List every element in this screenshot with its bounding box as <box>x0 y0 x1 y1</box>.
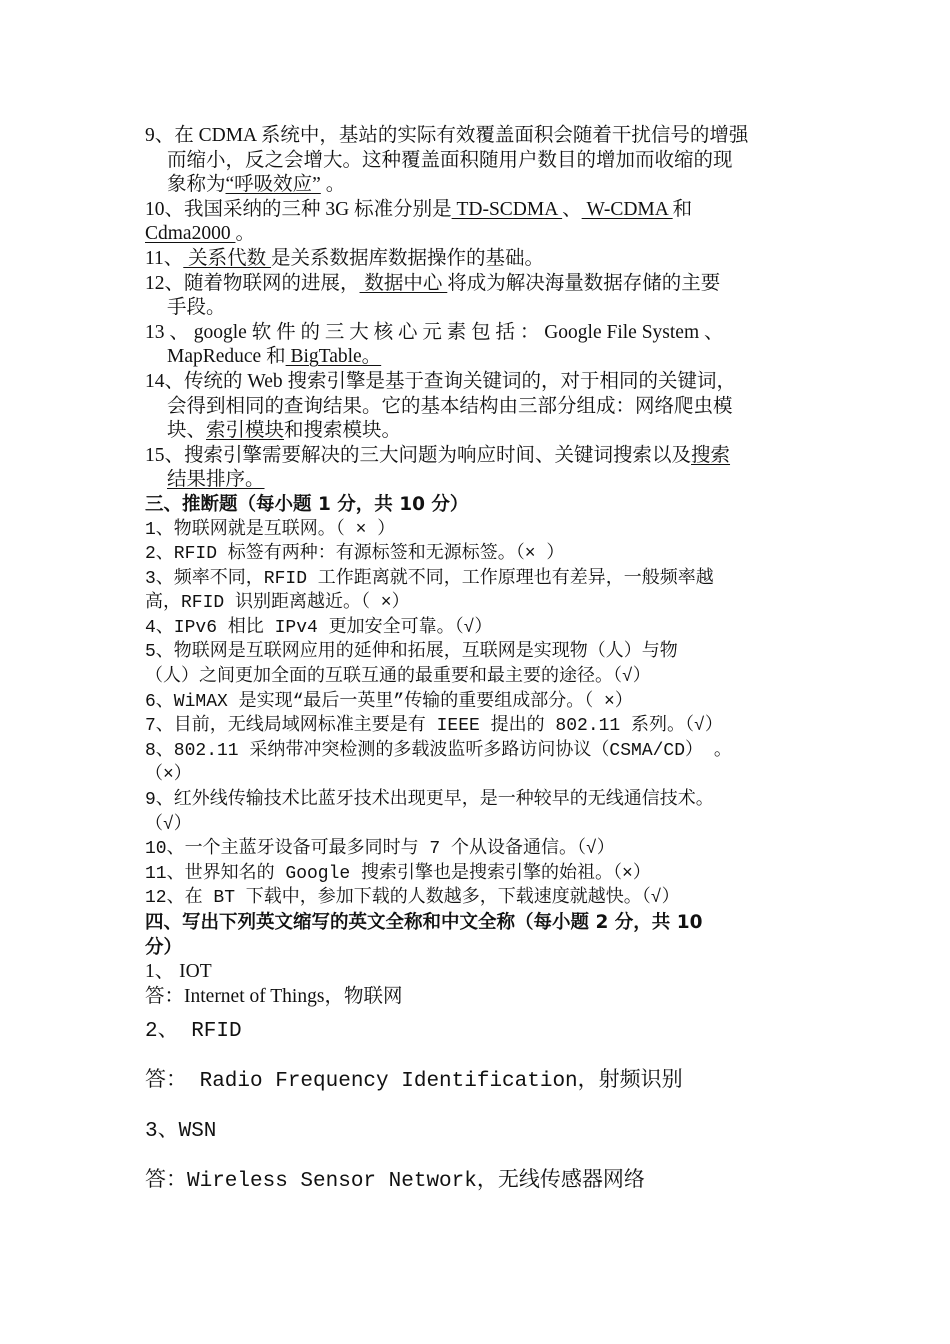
section-heading-abbreviations: 四、写出下列英文缩写的英文全称和中文全称（每小题 2 分，共 10 <box>145 912 703 933</box>
document-body <box>145 124 845 1195</box>
question-text: 11、 <box>145 247 184 269</box>
abbr-answer-3: 答：Wireless Sensor Network，无线传感器网络 <box>145 1170 645 1194</box>
question-text: 13 、 google 软 件 的 三 大 核 心 元 素 包 括 ： Google File System 、 <box>145 321 724 343</box>
list-item: 2、RFID 标签有两种：有源标签和无源标签。（× ） <box>145 544 565 565</box>
question-text: 将成为解决海量数据存储的主要 <box>447 272 721 294</box>
question-text: 9、在 CDMA 系统中，基站的实际有效覆盖面积会随着干扰信号的增强 <box>145 125 749 146</box>
question-text-line <box>145 345 845 370</box>
question-text: 块、 <box>167 420 207 442</box>
answer-blank: TD-SCDMA <box>451 198 563 220</box>
answer-blank: 关系代数 <box>183 247 272 269</box>
question-15 <box>145 444 845 493</box>
question-text: 10、我国采纳的三种 3G 标准分别是 <box>145 198 452 220</box>
question-11 <box>145 247 845 272</box>
question-text: 。 <box>235 223 255 245</box>
section-heading-true-false: 三、推断题（每小题 1 分，共 10 分） <box>145 493 469 515</box>
list-item: 4、IPv6 相比 IPv4 更加安全可靠。（√） <box>145 617 493 638</box>
question-text: 15、搜索引擎需要解决的三大问题为响应时间、关键词搜索以及 <box>145 444 692 466</box>
abbr-question-3: 3、WSN <box>145 1120 217 1144</box>
question-9 <box>145 124 845 198</box>
question-10 <box>145 198 845 247</box>
question-text-line <box>145 272 845 297</box>
abbr-question-2: 2、 RFID <box>145 1020 242 1044</box>
answer-blank: 结果排序。 <box>167 469 265 491</box>
section-heading-abbreviations-cont: 分） <box>145 936 183 958</box>
question-12 <box>145 272 845 321</box>
question-text: MapReduce 和 <box>167 346 286 368</box>
question-text: 象称为 <box>167 174 226 196</box>
question-text: 14、传统的 Web 搜索引擎是基于查询关键词的，对于相同的关键词， <box>145 370 736 392</box>
list-item: 6、WiMAX 是实现“最后一英里”传输的重要组成部分。（ ×） <box>145 691 633 712</box>
answer-blank: W-CDMA <box>581 198 673 220</box>
list-item: 3、频率不同，RFID 工作距离就不同，工作原理也有差异，一般频率越 <box>145 568 714 589</box>
list-item: 1、物联网就是互联网。（ × ） <box>145 519 396 540</box>
question-text-line <box>145 468 845 493</box>
question-14 <box>145 370 845 444</box>
abbr-answer-2: 答： Radio Frequency Identification，射频识别 <box>145 1070 683 1094</box>
list-item: （√） <box>145 814 192 835</box>
question-text-line <box>145 222 845 247</box>
question-text: 会得到相同的查询结果。它的基本结构由三部分组成：网络爬虫模 <box>167 395 733 417</box>
question-text: 手段。 <box>167 297 226 319</box>
question-text: 12、随着物联网的进展， <box>145 272 360 294</box>
list-item: （人）之间更加全面的互联互通的最重要和最主要的途径。（√） <box>145 667 651 688</box>
list-item: 高，RFID 识别距离越近。（ ×） <box>145 593 410 614</box>
answer-blank: 搜索 <box>691 444 731 466</box>
list-item: 10、一个主蓝牙设备可最多同时与 7 个从设备通信。（√） <box>145 839 615 860</box>
list-item: 7、目前，无线局域网标准主要是有 IEEE 提出的 802.11 系列。（√） <box>145 716 723 737</box>
question-text: 和搜索模块。 <box>284 420 402 442</box>
answer-blank: 索引模块 <box>206 420 285 442</box>
answer-blank: Cdma2000 <box>145 223 236 245</box>
list-item: 5、物联网是互联网应用的延伸和拓展，互联网是实现物（人）与物 <box>145 642 678 663</box>
question-13 <box>145 321 845 370</box>
list-item: 8、802.11 采纳带冲突检测的多载波监听多路访问协议（CSMA/CD） 。 <box>145 740 732 761</box>
question-text-line <box>145 198 845 223</box>
true-false-list <box>145 518 845 912</box>
answer-blank: 数据中心 <box>359 272 448 294</box>
question-text: 、 <box>562 198 582 220</box>
question-text-line <box>145 419 845 444</box>
list-item: （×） <box>145 765 192 786</box>
list-item: 9、红外线传输技术比蓝牙技术出现更早，是一种较早的无线通信技术。 <box>145 790 714 811</box>
answer-blank: BigTable。 <box>285 346 382 368</box>
question-text: 和 <box>672 198 693 220</box>
question-text: 是关系数据库数据操作的基础。 <box>271 247 545 269</box>
list-item: 11、世界知名的 Google 搜索引擎也是搜索引擎的始祖。（×） <box>145 863 651 884</box>
list-item: 12、在 BT 下载中，参加下载的人数越多，下载速度就越快。（√） <box>145 888 680 909</box>
abbr-answer-1: 答：Internet of Things，物联网 <box>145 985 403 1007</box>
question-text-line <box>145 173 845 198</box>
question-text-line <box>145 247 845 272</box>
abbr-question-1: 1、 IOT <box>145 961 212 983</box>
answer-blank: “呼吸效应” <box>225 174 321 196</box>
question-text-line <box>145 444 845 469</box>
question-text: 。 <box>320 174 346 196</box>
question-text: 而缩小，反之会增大。这种覆盖面积随用户数目的增加而收缩的现 <box>167 149 733 171</box>
